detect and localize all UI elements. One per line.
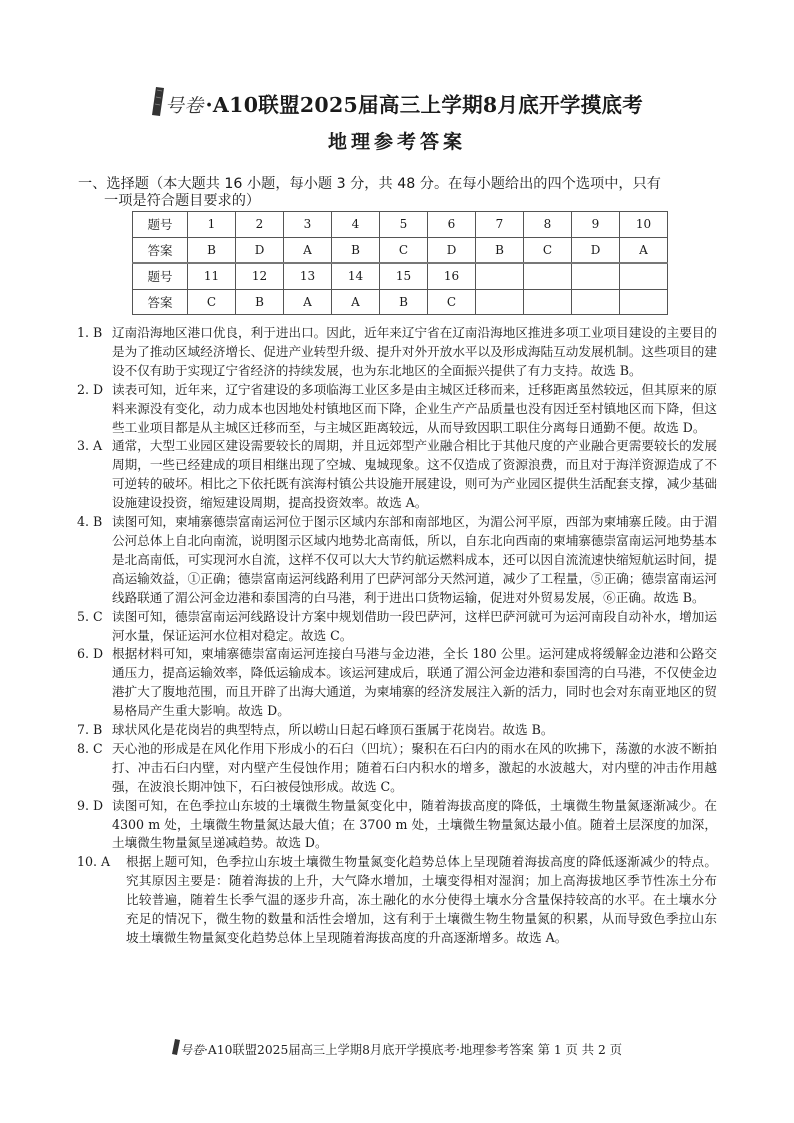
item-explanation-text: 辽南沿海地区港口优良，利于进出口。因此，近年来辽宁省在辽南沿海地区推进多项工业项目建设的主要目的是为了推动区域经济增长、促进产业转型升级、提升对外开放水平以及形成海陆互动发展机制。这些项目的建设不仅有助于实现辽宁省经济的持续发展，也为东北地区的全面振兴提供了有力支持。故选 B。 [112,325,717,378]
brand-mark: 号卷 [164,95,204,117]
item-number-answer: 7. B [77,722,103,738]
answer-cell: C [428,289,476,315]
brush-logo-icon [151,87,165,122]
item-number-answer: 9. D [77,797,104,813]
question-number-cell [476,263,524,289]
question-number-cell: 8 [524,212,572,238]
question-number-cell: 6 [428,212,476,238]
item-explanation-text: 根据上题可知，色季拉山东坡土壤微生物量氮变化趋势总体上呈现随着海拔高度的降低逐渐减少的特点。究其原因主要是：随着海拔的上升，大气降水增加，土壤变得相对湿润；加上高海拔地区季节性冻土分布比较普遍，随着生长季气温的逐步升高，冻土融化的水分使得土壤水分含量保持较高的水平。在土壤水分充足的情况下，微生物的数量和活性会增加，这有利于土壤微生物生物量氮的积累，从而导致色季拉山东坡土壤微生物量氮变化趋势总体上呈现随着海拔高度的升高逐渐增多。故选 A。 [126,854,717,945]
document-subtitle: 地理参考答案 [327,131,466,153]
item-number-answer: 10. A [77,854,111,870]
explanation-item [77,645,717,721]
answer-cell: A [620,237,668,263]
item-number-answer: 2. D [77,381,104,397]
item-explanation-text: 根据材料可知，柬埔寨德崇富南运河连接白马港与金边港，全长 180 公里。运河建成将缓解金边港和公路交通压力，提高运输效率，降低运输成本。该运河建成后，联通了湄公河金边港和泰国湾的白马港，不仅使金边港扩大了腹地范围，而且开辟了出海大通道，为柬埔寨的经济发展注入新的活力，同时也会对东南亚地区的贸易格局产生重大影响。故选 D。 [112,646,717,719]
question-number-cell: 5 [380,212,428,238]
question-number-cell: 14 [332,263,380,289]
question-number-cell: 4 [332,212,380,238]
exam-title: ·A10联盟2025届高三上学期8月底开学摸底考 [205,93,644,117]
question-number-cell [524,263,572,289]
answer-cell: A [332,289,380,315]
explanation-item [77,437,717,513]
item-explanation-text: 通常，大型工业园区建设需要较长的周期，并且远郊型产业融合相比于其他尺度的产业融合更需要较长的发展周期，一些已经建成的项目相继出现了空城、鬼城现象。这不仅造成了资源浪费，而且对于海洋资源造成了不可逆转的破坏。相比之下依托既有滨海村镇公共设施开展建设，则可为产业园区提供生活配套支撑，减少基础设施建设投资，缩短建设周期，提高投资效率。故选 A。 [112,438,717,511]
answer-cell: D [572,237,620,263]
item-explanation-text: 读表可知，近年来，辽宁省建设的多项临海工业区多是由主城区迁移而来，迁移距离虽然较远，但其原来的原料来源没有变化，动力成本也因地处村镇地区而下降，企业生产产品质量也没有因迁至村镇地区而下降，但这些工业项目都是从主城区迁移而至，与主城区距离较远，从而导致因职工职住分离每日通勤不便。故选 D。 [112,381,717,435]
section-heading-line2: 一项是符合题目要求的） [104,193,261,209]
footer-text: ·A10联盟2025届高三上学期8月底开学摸底考·地理参考答案 第 1 页 共 2 页 [204,1043,622,1057]
question-number-cell: 13 [284,263,332,289]
item-number-answer: 1. B [77,325,103,340]
explanation-item [77,381,717,438]
answer-cell: D [428,237,476,263]
answer-cell: B [380,289,428,315]
answer-cell [572,289,620,315]
explanation-item [77,721,717,740]
answer-row [133,289,668,315]
item-number-answer: 5. C [77,608,103,624]
question-number-cell: 3 [284,212,332,238]
question-number-cell [620,263,668,289]
question-number-cell: 2 [236,212,284,238]
question-number-cell: 10 [620,212,668,238]
answer-row [133,237,668,263]
answer-cell: A [284,237,332,263]
answer-cell: A [284,289,332,315]
question-number-cell: 1 [188,212,236,238]
answer-cell [620,289,668,315]
document-title [0,88,794,124]
item-number-answer: 6. D [77,646,104,662]
question-number-cell: 11 [188,263,236,289]
question-number-cell [572,263,620,289]
explanation-item [77,797,717,854]
question-number-cell: 16 [428,263,476,289]
item-explanation-text: 读图可知，德崇富南运河线路设计方案中规划借助一段巴萨河，这样巴萨河就可为运河南段自动补水，增加运河水量，保证运河水位相对稳定。故选 C。 [112,608,717,643]
explanation-item [77,740,717,797]
question-number-cell: 15 [380,263,428,289]
section-heading-line1: 一、选择题（本大题共 16 小题，每小题 3 分，共 48 分。在每小题给出的四个选项中，只有 [78,176,661,192]
page-footer [0,1040,794,1060]
answer-cell: B [236,289,284,315]
answer-cell [476,289,524,315]
row-label: 题号 [133,212,188,238]
question-number-row [133,212,668,238]
item-number-answer: 4. B [77,514,103,530]
section-heading [78,176,728,210]
explanation-item [77,608,717,646]
row-label: 题号 [133,263,188,289]
answer-table [132,211,668,315]
brush-logo-icon [172,1039,180,1058]
item-number-answer: 3. A [77,438,103,454]
question-number-cell: 7 [476,212,524,238]
answer-explanations [77,324,717,948]
answer-cell: D [236,237,284,263]
item-explanation-text: 天心池的形成是在风化作用下形成小的石臼（凹坑）；聚积在石臼内的雨水在风的吹拂下，荡激的水波不断拍打、冲击石臼内壁，对内壁产生侵蚀作用；随着石臼内积水的增多，激起的水波越大，对内壁的冲击作用越强，在波浪长期冲蚀下，石臼被侵蚀形成。故选 C。 [112,740,717,794]
footer-brand: 号卷 [179,1043,204,1057]
item-explanation-text: 读图可知，柬埔寨德崇富南运河位于图示区域内东部和南部地区，为湄公河平原，西部为柬埔寨丘陵。由于湄公河总体上自北向南流，说明图示区域内地势北高南低，所以，自东北向西南的柬埔寨德崇富南运河地势基本是北高南低，可实现河水自流，这样不仅可以大大节约航运燃料成本，还可以因自流流速快缩短航运时间，提高运输效益，①正确；德崇富南运河线路利用了巴萨河部分天然河道，减少了工程量，⑤正确；德崇富南运河线路联通了湄公河金边港和泰国湾的白马港，利于进出口货物运输，促进对外贸易发展，⑥正确。故选 B。 [112,514,717,605]
answer-cell: B [332,237,380,263]
question-number-cell: 12 [236,263,284,289]
question-number-cell: 9 [572,212,620,238]
answer-cell: C [380,237,428,263]
answer-cell: C [524,237,572,263]
row-label: 答案 [133,237,188,263]
explanation-item [77,324,717,381]
answer-cell: B [188,237,236,263]
explanation-item [77,853,717,948]
item-explanation-text: 球状风化是花岗岩的典型特点，所以崂山日起石峰顶石蛋属于花岗岩。故选 B。 [112,722,554,738]
row-label: 答案 [133,289,188,315]
item-number-answer: 8. C [77,740,103,756]
question-number-row [133,263,668,289]
item-explanation-text: 读图可知，在色季拉山东坡的土壤微生物量氮变化中，随着海拔高度的降低，土壤微生物量氮逐渐减少。在 4300 m 处，土壤微生物量氮达最大值；在 3700 m 处，土壤微生物量氮达最小值。随着土层深度的加深，土壤微生物量氮呈递减趋势。故选 D。 [112,797,717,851]
answer-cell: C [188,289,236,315]
answer-cell: B [476,237,524,263]
answer-cell [524,289,572,315]
explanation-item [77,513,717,608]
